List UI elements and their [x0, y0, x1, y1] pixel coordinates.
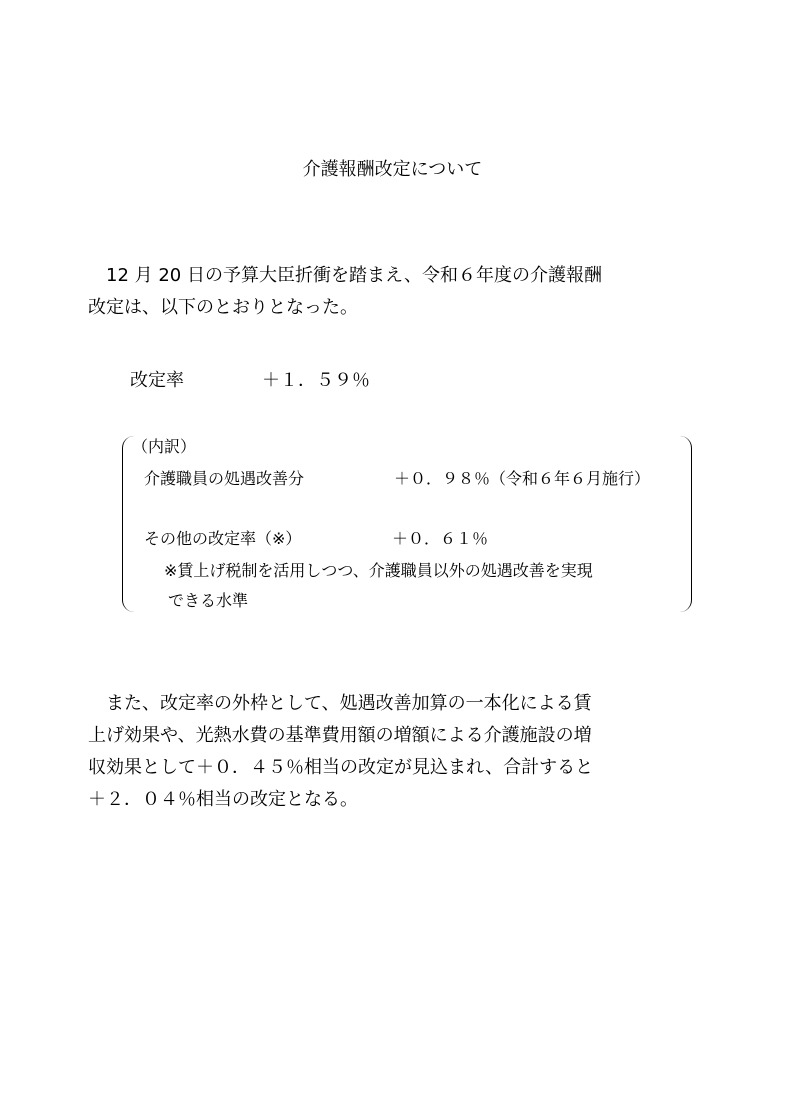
intro-paragraph: [88, 260, 698, 324]
breakdown-item-label: 介護職員の処遇改善分: [144, 469, 305, 488]
left-bracket: [122, 436, 134, 612]
breakdown-item-value: ＋０．９８％（令和６年６月施行）: [394, 469, 651, 488]
breakdown-note-line: できる水準: [168, 591, 249, 610]
breakdown-note-line: ※賃上げ税制を活用しつつ、介護職員以外の処遇改善を実現: [164, 561, 593, 580]
breakdown-bracket: [122, 436, 692, 612]
rate-label: 改定率: [130, 370, 184, 391]
intro-line: 12 月 20 日の予算大臣折衝を踏まえ、令和６年度の介護報酬: [88, 265, 603, 286]
closing-line: ＋２．０４％相当の改定となる。: [88, 789, 358, 810]
closing-line: また、改定率の外枠として、処遇改善加算の一本化による賃: [88, 693, 592, 714]
breakdown-heading: （内訳）: [132, 437, 197, 456]
intro-line: 改定は、以下のとおりとなった。: [88, 297, 358, 318]
closing-line: 上げ効果や、光熱水費の基準費用額の増額による介護施設の増: [88, 725, 592, 746]
rate-value: ＋１．５９％: [262, 370, 370, 391]
closing-paragraph: [88, 688, 698, 816]
breakdown-item-value: ＋０．６１％: [392, 529, 489, 548]
document-title: 介護報酬改定について: [302, 159, 483, 180]
closing-line: 収効果として＋０．４５％相当の改定が見込まれ、合計すると: [88, 757, 594, 778]
right-bracket: [680, 436, 692, 612]
breakdown-item-label: その他の改定率（※）: [144, 529, 302, 548]
